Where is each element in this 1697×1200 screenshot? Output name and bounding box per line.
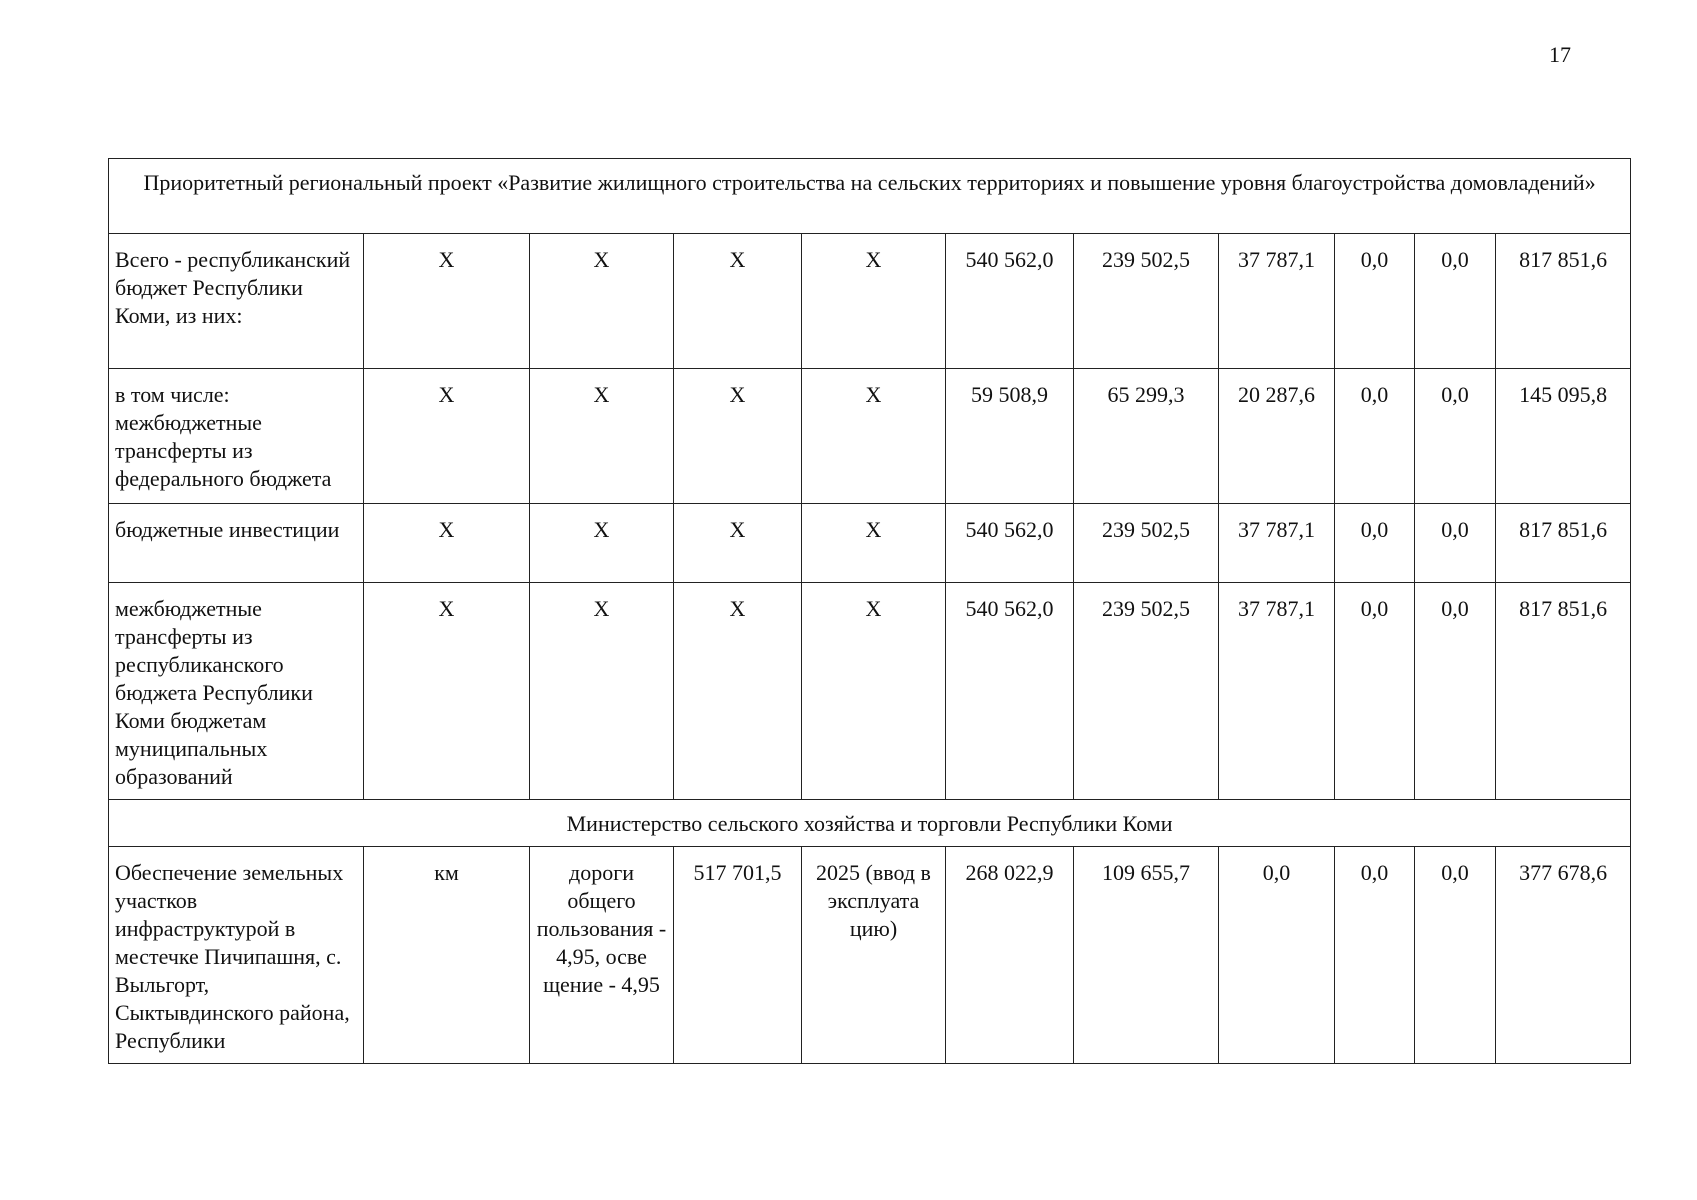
unit-cell: км — [364, 847, 530, 1064]
indicator-cell: Х — [530, 583, 674, 800]
amount-cell: 0,0 — [1219, 847, 1335, 1064]
table-row — [109, 369, 1631, 504]
amount-cell: 0,0 — [1415, 504, 1496, 583]
row-name-cell: Обеспечение земельных участков инфраструктурой в местечке Пичипашня, с. Выльгорт, Сыктывдинского района, Республики — [109, 847, 364, 1064]
table-row — [109, 847, 1631, 1064]
table-row — [109, 583, 1631, 800]
year-cell: Х — [802, 583, 946, 800]
value-cell: Х — [674, 504, 802, 583]
value-cell: Х — [674, 369, 802, 504]
amount-cell: 0,0 — [1335, 504, 1415, 583]
amount-cell: 0,0 — [1415, 369, 1496, 504]
value-cell: 517 701,5 — [674, 847, 802, 1064]
amount-cell: 65 299,3 — [1074, 369, 1219, 504]
total-cell: 817 851,6 — [1496, 504, 1631, 583]
amount-cell: 20 287,6 — [1219, 369, 1335, 504]
amount-cell: 0,0 — [1335, 847, 1415, 1064]
year-cell: Х — [802, 504, 946, 583]
amount-cell: 0,0 — [1335, 369, 1415, 504]
row-name-cell: межбюджетные трансферты из республиканского бюджета Республики Коми бюджетам муниципальных образований — [109, 583, 364, 800]
ministry-header-row — [109, 800, 1631, 847]
year-cell: 2025 (ввод в эксплуата цию) — [802, 847, 946, 1064]
total-cell: 817 851,6 — [1496, 583, 1631, 800]
row-name-cell: в том числе: межбюджетные трансферты из федерального бюджета — [109, 369, 364, 504]
amount-cell: 239 502,5 — [1074, 234, 1219, 369]
amount-cell: 239 502,5 — [1074, 583, 1219, 800]
project-header-cell: Приоритетный региональный проект «Развитие жилищного строительства на сельских территориях и повышение уровня благоустройства домовладений» — [109, 159, 1631, 234]
indicator-cell: Х — [530, 504, 674, 583]
row-name-cell: бюджетные инвестиции — [109, 504, 364, 583]
amount-cell: 0,0 — [1335, 234, 1415, 369]
amount-cell: 59 508,9 — [946, 369, 1074, 504]
year-cell: Х — [802, 369, 946, 504]
page-number: 17 — [1549, 42, 1571, 67]
total-cell: 145 095,8 — [1496, 369, 1631, 504]
value-cell: Х — [674, 234, 802, 369]
amount-cell: 37 787,1 — [1219, 504, 1335, 583]
amount-cell: 0,0 — [1415, 583, 1496, 800]
amount-cell: 109 655,7 — [1074, 847, 1219, 1064]
value-cell: Х — [674, 583, 802, 800]
unit-cell: Х — [364, 583, 530, 800]
amount-cell: 0,0 — [1415, 234, 1496, 369]
indicator-cell: Х — [530, 369, 674, 504]
amount-cell: 37 787,1 — [1219, 583, 1335, 800]
row-name-cell: Всего - республиканский бюджет Республики Коми, из них: — [109, 234, 364, 369]
budget-table — [108, 158, 1631, 1064]
unit-cell: Х — [364, 504, 530, 583]
amount-cell: 37 787,1 — [1219, 234, 1335, 369]
table-row — [109, 504, 1631, 583]
amount-cell: 0,0 — [1415, 847, 1496, 1064]
table-row — [109, 234, 1631, 369]
project-header-row — [109, 159, 1631, 234]
amount-cell: 239 502,5 — [1074, 504, 1219, 583]
total-cell: 377 678,6 — [1496, 847, 1631, 1064]
unit-cell: Х — [364, 234, 530, 369]
indicator-cell: дороги общего пользования - 4,95, осве щение - 4,95 — [530, 847, 674, 1064]
unit-cell: Х — [364, 369, 530, 504]
year-cell: Х — [802, 234, 946, 369]
amount-cell: 0,0 — [1335, 583, 1415, 800]
amount-cell: 540 562,0 — [946, 234, 1074, 369]
amount-cell: 540 562,0 — [946, 504, 1074, 583]
ministry-header-cell: Министерство сельского хозяйства и торговли Республики Коми — [109, 800, 1631, 847]
total-cell: 817 851,6 — [1496, 234, 1631, 369]
amount-cell: 268 022,9 — [946, 847, 1074, 1064]
amount-cell: 540 562,0 — [946, 583, 1074, 800]
indicator-cell: Х — [530, 234, 674, 369]
